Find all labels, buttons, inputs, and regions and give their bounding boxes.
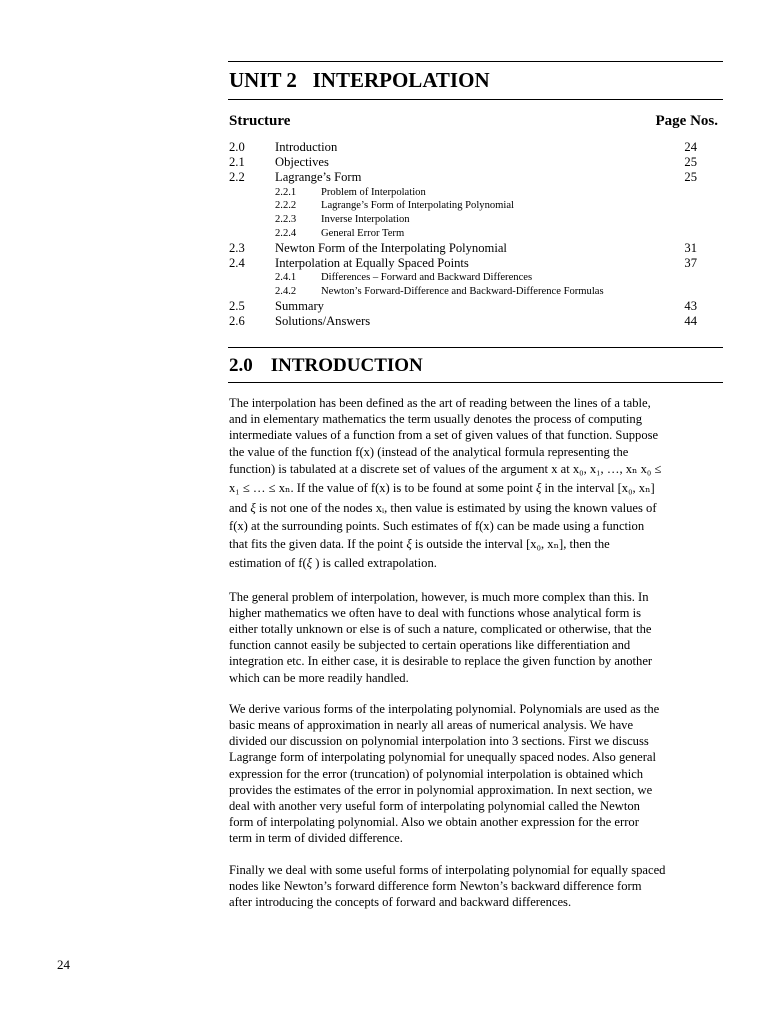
text-segment: is outside the interval [x₀, xₙ], then the: [411, 536, 610, 551]
toc-title: Lagrange’s Form: [275, 170, 362, 185]
toc-entry-2-4-1: [229, 271, 699, 285]
toc-number: 2.4: [229, 255, 245, 270]
toc-entry-2-4: [229, 256, 699, 271]
toc-title: Solutions/Answers: [275, 313, 371, 328]
toc-page: 44: [684, 313, 697, 328]
toc-number: 2.2.3: [275, 214, 297, 226]
toc-title: Newton Form of the Interpolating Polynomial: [275, 240, 507, 255]
table-of-contents: [229, 140, 699, 329]
text-line: The interpolation has been defined as the art of reading between the lines of a table,: [229, 396, 651, 410]
text-line: integration etc. In either case, it is desirable to replace the given function by another: [229, 654, 653, 669]
top-rule: [228, 61, 723, 62]
toc-entry-2-2-3: [229, 213, 699, 227]
text-line: [229, 535, 723, 555]
text-line: basic means of approximation in nearly all areas of numerical analysis. We have: [229, 717, 634, 732]
toc-entry-2-0: [229, 140, 699, 155]
section-bottom-rule: [228, 382, 723, 383]
text-segment: x₁ ≤ … ≤ xₙ. If the value of f(x) is to be found at some point: [229, 481, 536, 496]
toc-number: 2.2: [229, 170, 245, 185]
xi-symbol: ξ: [306, 556, 313, 571]
text-line: Finally we deal with some useful forms of interpolating polynomial for equally spaced: [229, 862, 666, 877]
text-line: which can be more readily handled.: [229, 670, 409, 685]
toc-number: 2.3: [229, 240, 245, 255]
toc-entry-2-6: [229, 314, 699, 329]
toc-title: Summary: [275, 298, 324, 313]
toc-page: 31: [684, 240, 697, 255]
toc-number: 2.6: [229, 313, 245, 328]
toc-entry-2-2-4: [229, 227, 699, 241]
toc-page: 43: [684, 298, 697, 313]
text-line: expression for the error (truncation) of polynomial interpolation is obtained which: [229, 766, 644, 781]
section-top-rule: [228, 347, 723, 348]
toc-number: 2.1: [229, 155, 245, 170]
toc-number: 2.2.4: [275, 227, 297, 239]
text-line: term in term of divided difference.: [229, 831, 403, 846]
toc-title: Objectives: [275, 155, 329, 170]
toc-number: 2.4.2: [275, 285, 297, 297]
toc-title: Interpolation at Equally Spaced Points: [275, 255, 469, 270]
text-line: after introducing the concepts of forward and backward differences.: [229, 894, 572, 909]
text-line: function cannot easily be subjected to certain operations like differentiation and: [229, 638, 631, 653]
toc-entry-2-4-2: [229, 285, 699, 299]
toc-number: 2.0: [229, 140, 245, 154]
text-segment: ) is called extrapolation.: [312, 556, 437, 571]
toc-title: Inverse Interpolation: [321, 214, 410, 226]
toc-number: 2.4.1: [275, 272, 297, 284]
title-underline: [228, 99, 723, 100]
toc-title: General Error Term: [321, 227, 405, 239]
toc-entry-2-2: [229, 170, 699, 185]
text-line: [229, 554, 723, 574]
toc-title: Newton’s Forward-Difference and Backward-Difference Formulas: [321, 285, 604, 297]
toc-title: Differences – Forward and Backward Differences: [321, 272, 533, 284]
text-line: The general problem of interpolation, however, is much more complex than this. In: [229, 589, 649, 604]
text-segment: estimation of f(: [229, 556, 307, 571]
introduction-body: [229, 395, 723, 925]
paragraph-4: [229, 862, 723, 911]
paragraph-2: [229, 589, 723, 686]
text-line: either totally unknown or else is of such a nature, complicated or otherwise, that the: [229, 621, 652, 636]
xi-symbol: ξ: [250, 500, 256, 515]
toc-entry-2-3: [229, 241, 699, 256]
text-line: divided our discussion on polynomial interpolation into 3 sections. First we discuss: [229, 734, 649, 749]
text-line: form of interpolating polynomial. Also we obtain another expression for the error: [229, 815, 639, 830]
structure-label: Structure: [229, 113, 291, 129]
paragraph-1: [229, 395, 723, 574]
section-number: 2.0: [229, 355, 253, 376]
toc-entry-2-5: [229, 299, 699, 314]
text-segment: in the interval [x₀, xₙ]: [541, 481, 655, 496]
text-line: and in elementary mathematics the term usually denotes the process of computing: [229, 412, 643, 427]
toc-page: 37: [684, 255, 697, 270]
xi-symbol: ξ: [535, 481, 542, 496]
toc-page: 25: [684, 155, 697, 170]
toc-number: 2.2.1: [275, 186, 297, 198]
text-line: Lagrange form of interpolating polynomial for unequally spaced nodes. Also general: [229, 750, 657, 765]
text-segment: is not one of the nodes xᵢ, then value is estimated by using the known values of: [255, 500, 657, 515]
page-nos-label: Page Nos.: [655, 113, 718, 129]
text-line: [229, 499, 723, 519]
toc-number: 2.2.2: [275, 200, 297, 212]
text-line: the value of the function f(x) (instead of the analytical formula representing the: [229, 444, 629, 459]
toc-number: 2.5: [229, 298, 245, 313]
toc-title: Problem of Interpolation: [321, 186, 426, 198]
toc-page: 24: [684, 140, 697, 154]
text-segment: and: [229, 500, 251, 515]
text-line: higher mathematics we often have to deal with functions whose analytical form is: [229, 605, 641, 620]
text-line: function) is tabulated at a discrete set of values of the argument x at x₀, x₁, …, xₙ x₀ ≤: [229, 461, 662, 476]
section-title: INTRODUCTION: [270, 355, 423, 376]
text-line: [229, 479, 723, 499]
toc-entry-2-2-2: [229, 199, 699, 213]
xi-symbol: ξ: [406, 536, 412, 551]
page-number: 24: [57, 957, 70, 972]
toc-title: Lagrange’s Form of Interpolating Polynomial: [321, 200, 515, 212]
text-line: nodes like Newton’s forward difference form Newton’s backward difference form: [229, 878, 642, 893]
toc-entry-2-1: [229, 155, 699, 170]
text-segment: that fits the given data. If the point: [229, 536, 407, 551]
text-line: deal with another very useful form of interpolating polynomial called the Newton: [229, 798, 640, 813]
section-heading: [229, 354, 423, 378]
toc-page: 25: [684, 170, 697, 185]
paragraph-3: [229, 701, 723, 847]
toc-title: Introduction: [275, 140, 338, 154]
text-line: f(x) at the surrounding points. Such estimates of f(x) can be made using a function: [229, 519, 645, 534]
toc-entry-2-2-1: [229, 186, 699, 200]
text-line: provides the estimates of the error in polynomial approximation. In next section, we: [229, 782, 653, 797]
unit-title: UNIT 2 INTERPOLATION: [229, 68, 490, 92]
text-line: intermediate values of a function from a set of given values of that function. Suppose: [229, 428, 659, 443]
structure-header: [229, 111, 718, 131]
text-line: We derive various forms of the interpolating polynomial. Polynomials are used as the: [229, 701, 660, 716]
